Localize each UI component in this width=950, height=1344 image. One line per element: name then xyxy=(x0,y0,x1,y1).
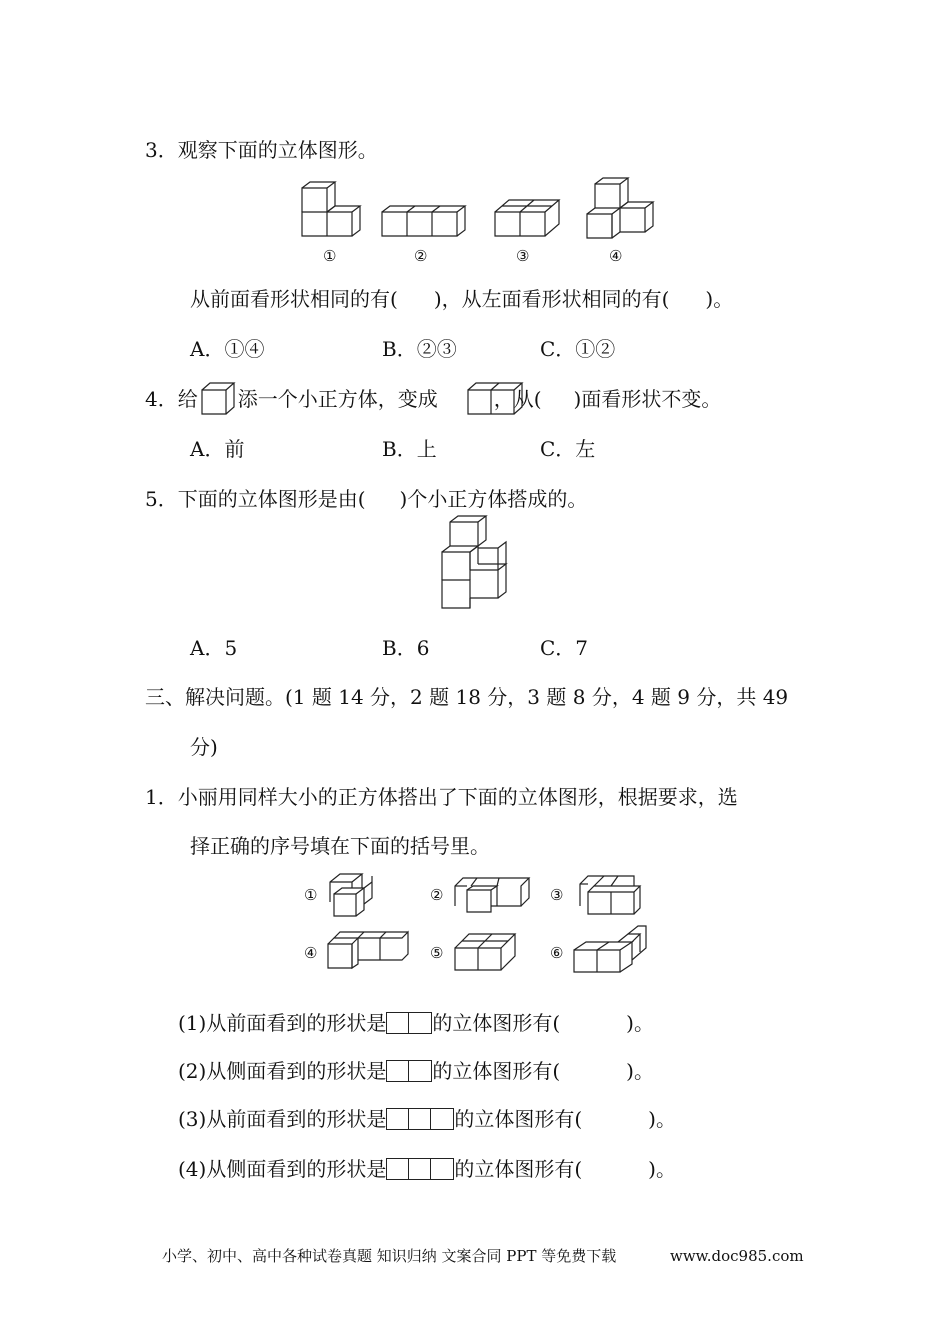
q5-option-c: C．7 xyxy=(540,636,589,660)
q3-figure-4 xyxy=(585,172,655,242)
p1-label-1: ① xyxy=(304,886,318,904)
p1-sub-4: (4)从侧面看到的形状是 的立体图形有( )。 xyxy=(178,1157,676,1181)
q3-option-b: B．②③ xyxy=(382,337,457,361)
q3-label-4: ④ xyxy=(609,247,623,265)
q3-label-3: ③ xyxy=(516,247,530,265)
p1-stem: 1．小丽用同样大小的正方体搭出了下面的立体图形，根据要求，选 xyxy=(145,785,738,809)
p1-stem-cont: 择正确的序号填在下面的括号里。 xyxy=(190,834,490,858)
section3-heading-cont: 分) xyxy=(190,735,218,759)
p1-figure-4 xyxy=(326,926,416,972)
q4-stem: 4．给 添一个小正方体，变成 ，从( )面看形状不变。 xyxy=(145,387,722,411)
q4-two-cube-icon xyxy=(466,378,526,416)
footer-url[interactable]: www.doc985.com xyxy=(670,1247,804,1265)
q4-option-b: B．上 xyxy=(382,437,437,461)
p1-label-6: ⑥ xyxy=(550,944,564,962)
q4-option-a: A．前 xyxy=(190,437,245,461)
q5-figure xyxy=(440,520,510,612)
q4-option-c: C．左 xyxy=(540,437,596,461)
q5-option-a: A．5 xyxy=(190,636,238,660)
p1-sub-3-shape xyxy=(386,1108,454,1130)
p1-figure-5 xyxy=(453,928,525,974)
p1-figure-3 xyxy=(574,872,646,918)
p1-figure-2 xyxy=(453,872,533,916)
q3-option-c: C．①② xyxy=(540,337,616,361)
p1-label-3: ③ xyxy=(550,886,564,904)
p1-sub-4-shape xyxy=(386,1158,454,1180)
q5-option-b: B．6 xyxy=(382,636,430,660)
q3-label-1: ① xyxy=(323,247,337,265)
p1-sub-2: (2)从侧面看到的形状是 的立体图形有( )。 xyxy=(178,1059,654,1083)
p1-label-5: ⑤ xyxy=(430,944,444,962)
section3-heading: 三、解决问题。(1 题 14 分，2 题 18 分，3 题 8 分，4 题 9 分，共 49 xyxy=(145,685,789,709)
p1-sub-1-shape xyxy=(386,1012,432,1034)
p1-label-2: ② xyxy=(430,886,444,904)
q3-option-a: A．①④ xyxy=(190,337,265,361)
p1-label-4: ④ xyxy=(304,944,318,962)
p1-sub-2-shape xyxy=(386,1060,432,1082)
q3-stem: 3．观察下面的立体图形。 xyxy=(145,138,378,162)
p1-sub-3: (3)从前面看到的形状是 的立体图形有( )。 xyxy=(178,1107,676,1131)
q3-question: 从前面看形状相同的有( )，从左面看形状相同的有( )。 xyxy=(190,287,734,311)
q3-label-2: ② xyxy=(414,247,428,265)
q4-single-cube-icon xyxy=(200,380,240,416)
q3-figure-1 xyxy=(300,180,370,240)
footer-text: 小学、初中、高中各种试卷真题 知识归纳 文案合同 PPT 等免费下载 xyxy=(162,1247,617,1265)
p1-figure-1 xyxy=(328,872,388,920)
p1-figure-6 xyxy=(572,922,652,976)
q5-stem: 5．下面的立体图形是由( )个小正方体搭成的。 xyxy=(145,487,588,511)
q3-figure-3 xyxy=(493,190,563,240)
p1-sub-1: (1)从前面看到的形状是 的立体图形有( )。 xyxy=(178,1011,654,1035)
q3-figure-2 xyxy=(380,195,470,240)
